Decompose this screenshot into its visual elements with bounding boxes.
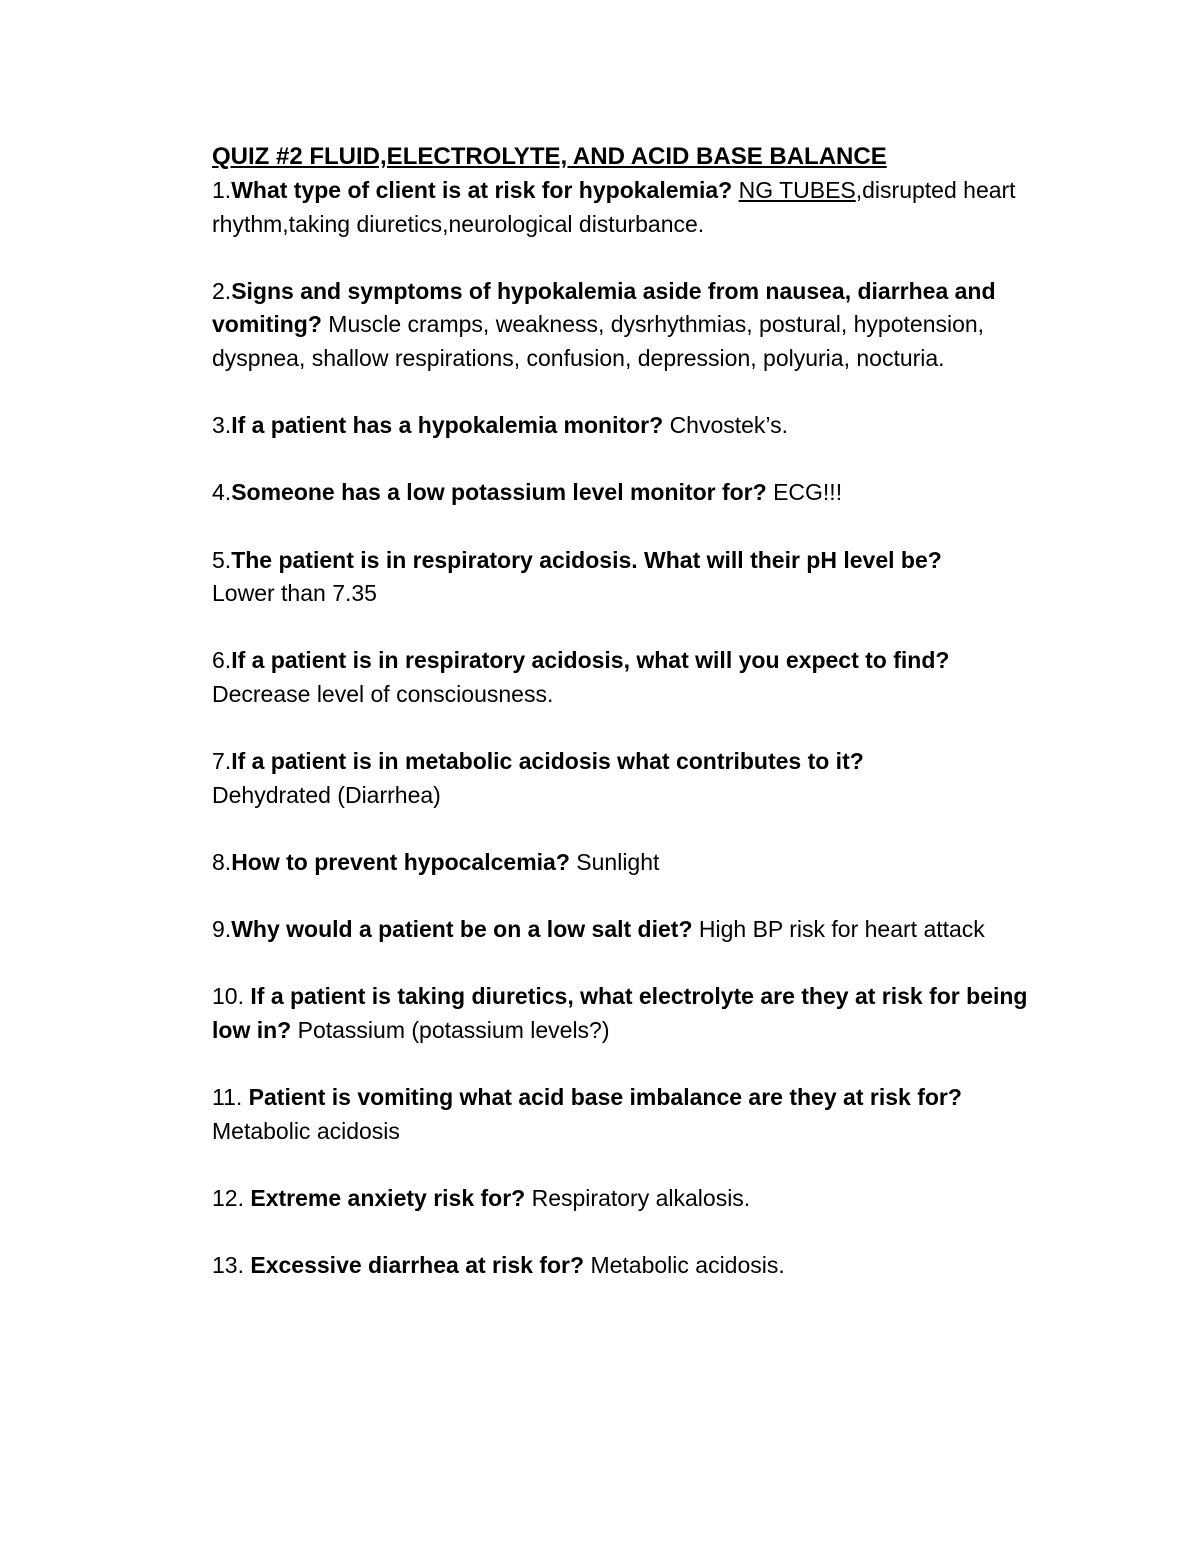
answer-text: High BP risk for heart attack [698,916,985,943]
question-text: Patient is vomiting what acid base imbalance are they at risk for? [248,1084,962,1111]
question-text: If a patient is in respiratory acidosis, what will you expect to find? [231,647,950,674]
item-number: 11. [212,1084,243,1111]
page-title: QUIZ #2 FLUID,ELECTROLYTE, AND ACID BASE BALANCE [212,143,887,170]
qa-item-4 [212,476,1052,510]
qa-item-1 [212,174,1052,241]
item-number: 8. [212,848,232,875]
answer-text: Respiratory alkalosis. [531,1184,751,1211]
answer-text: Sunlight [576,848,660,875]
qa-item-9 [212,913,1052,947]
answer-text: ,disrupted heart rhythm,taking diuretics,neurological disturbance. [212,177,1016,237]
qa-item-8 [212,846,1052,880]
item-number: 3. [212,412,232,439]
qa-item-3 [212,409,1052,443]
answer-text: Lower than 7.35 [212,580,377,607]
item-number: 9. [212,916,232,943]
question-text: Excessive diarrhea at risk for? [250,1252,585,1278]
question-text: The patient is in respiratory acidosis. What will their pH level be? [231,546,942,573]
qa-item-10 [212,980,1052,1047]
question-text: If a patient is in metabolic acidosis what contributes to it? [231,748,864,775]
document-page [212,140,1052,1316]
item-number: 4. [212,479,232,506]
answer-text: Metabolic acidosis [212,1117,400,1144]
question-text: Someone has a low potassium level monitor for? [231,479,767,506]
item-number: 7. [212,748,232,775]
qa-item-5 [212,544,1052,611]
item-number: 2. [212,277,232,304]
qa-item-12 [212,1182,1052,1216]
item-number: 1. [212,177,232,203]
answer-text: Decrease level of consciousness. [212,680,554,707]
answer-text: Potassium (potassium levels?) [297,1016,610,1043]
answer-text: Dehydrated (Diarrhea) [212,781,441,808]
item-number: 6. [212,647,232,674]
qa-item-7 [212,745,1052,812]
question-text: Why would a patient be on a low salt diet? [231,916,693,943]
item-number: 13. [212,1252,244,1278]
qa-item-11 [212,1081,1052,1148]
question-text: What type of client is at risk for hypokalemia? [231,177,733,203]
answer-text: ECG!!! [773,479,843,506]
question-text: Extreme anxiety risk for? [250,1184,526,1211]
qa-item-6 [212,644,1052,711]
question-text: If a patient has a hypokalemia monitor? [231,412,664,439]
item-number: 12. [212,1184,244,1211]
answer-text: Chvostek’s. [669,412,789,439]
answer-text: Muscle cramps, weakness, dysrhythmias, postural, hypotension, dyspnea, shallow respirations, confusion, depression, polyuria, nocturia. [212,311,985,371]
answer-text: Metabolic acidosis. [590,1252,785,1278]
question-text: How to prevent hypocalcemia? [231,848,570,875]
item-number: 5. [212,546,232,573]
question-text: If a patient is taking diuretics, what electrolyte are they at risk for being low in? [212,983,1028,1043]
qa-item-13 [212,1249,1052,1283]
qa-item-2 [212,275,1052,376]
answer-underlined: NG TUBES [738,177,856,203]
item-number: 10. [212,983,244,1010]
question-text: Signs and symptoms of hypokalemia aside from nausea, diarrhea and vomiting? [212,277,996,338]
